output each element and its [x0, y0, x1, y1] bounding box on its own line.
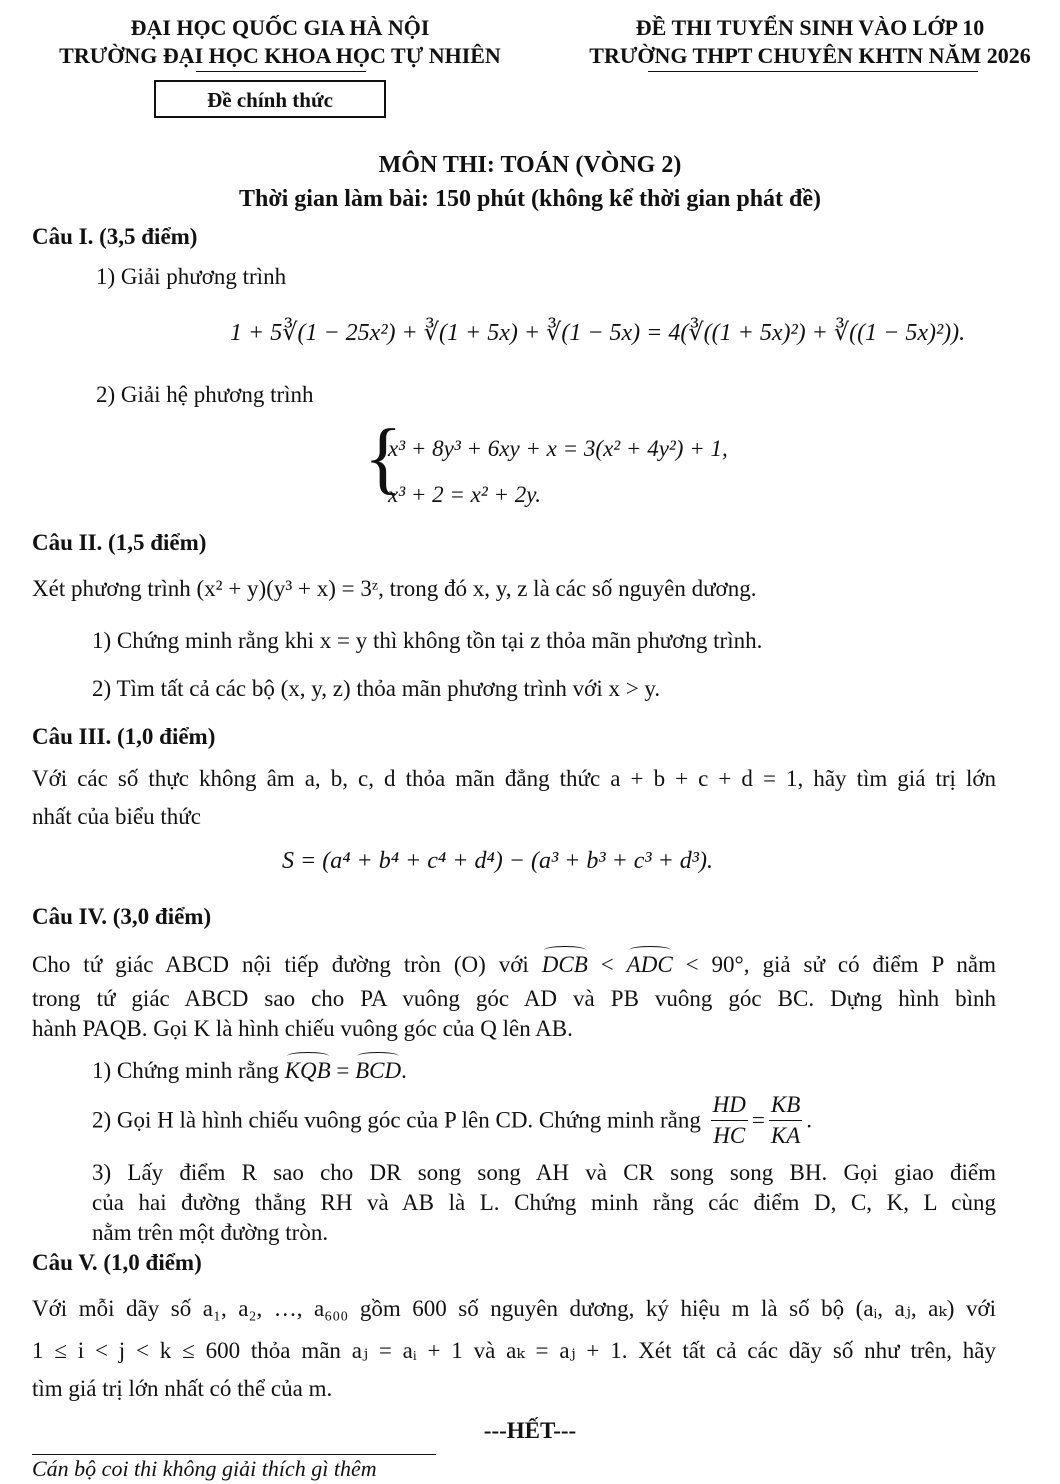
exam-heading: ĐỀ THI TUYỂN SINH VÀO LỚP 10 [635, 15, 985, 40]
q5-line3: tìm giá trị lớn nhất có thể của m. [32, 1376, 333, 1401]
q5-title: Câu V. (1,0 điểm) [32, 1250, 202, 1275]
q1-system-eq2: x³ + 2 = x² + 2y. [388, 482, 541, 507]
q2-part2: 2) Tìm tất cả các bộ (x, y, z) thỏa mãn phương trình với x > y. [92, 676, 661, 701]
q5-line1: Với mỗi dãy số a₁, a₂, …, a₆₀₀ gồm 600 số nguyên dương, ký hiệu m là số bộ (aᵢ, aⱼ, aₖ) với [32, 1296, 996, 1321]
q4-part1-a: 1) Chứng minh rằng [92, 1058, 285, 1083]
q1-equation: 1 + 5∛(1 − 25x²) + ∛(1 + 5x) + ∛(1 − 5x) = 4(∛((1 + 5x)²) + ∛((1 − 5x)²)). [230, 320, 966, 346]
q1-title: Câu I. (3,5 điểm) [32, 224, 198, 249]
fraction-hc: HC [713, 1122, 746, 1148]
end-marker: ---HẾT--- [483, 1418, 577, 1443]
q1-system-eq1: x³ + 8y³ + 6xy + x = 3(x² + 4y²) + 1, [388, 436, 728, 461]
q4-part1-b: . [401, 1058, 407, 1083]
q4-part2-a: 2) Gọi H là hình chiếu vuông góc của P lên CD. Chứng minh rằng [92, 1107, 707, 1133]
q4-line1-a: Cho tứ giác ABCD nội tiếp đường tròn (O) với [32, 952, 542, 977]
school-name: TRƯỜNG THPT CHUYÊN KHTN NĂM 2026 [589, 43, 1031, 68]
footer-note: Cán bộ coi thi không giải thích gì thêm [32, 1456, 377, 1481]
official-label: Đề chính thức [207, 88, 333, 112]
q5-line2: 1 ≤ i < j < k ≤ 600 thỏa mãn aⱼ = aᵢ + 1 và aₖ = aⱼ + 1. Xét tất cả các dãy số như trên, hãy [32, 1338, 996, 1363]
q2-title: Câu II. (1,5 điểm) [32, 530, 207, 555]
fraction-kb-ka [769, 1090, 802, 1151]
q3-line2: nhất của biểu thức [32, 804, 201, 829]
q3-line1: Với các số thực không âm a, b, c, d thỏa mãn đẳng thức a + b + c + d = 1, hãy tìm giá trị lớn [32, 766, 996, 791]
school-underline [648, 71, 978, 72]
fraction-ka: KA [770, 1122, 801, 1148]
fraction-kb: KB [769, 1090, 802, 1121]
fraction-equals: = [751, 1107, 765, 1133]
arc-kqb: KQB [285, 1056, 331, 1086]
university-name: ĐẠI HỌC QUỐC GIA HÀ NỘI [130, 15, 430, 40]
fraction-hd: HD [711, 1090, 748, 1121]
arc-dcb: DCB [542, 950, 588, 980]
system-brace: { [364, 414, 403, 502]
arc-bcd: BCD [355, 1056, 401, 1086]
q4-part3-line3: nằm trên một đường tròn. [92, 1220, 329, 1245]
equals-sign: = [330, 1058, 356, 1083]
exam-subject: MÔN THI: TOÁN (VÒNG 2) [378, 152, 682, 178]
q4-title: Câu IV. (3,0 điểm) [32, 904, 212, 929]
exam-time: Thời gian làm bài: 150 phút (không kể thời gian phát đề) [238, 186, 822, 212]
arc-adc: ADC [627, 950, 673, 980]
q1-part2: 2) Giải hệ phương trình [96, 382, 314, 407]
q4-line1-b: < 90°, giả sử có điểm P nằm [672, 952, 996, 977]
q4-part3-line2: của hai đường thẳng RH và AB là L. Chứng minh rằng các điểm D, C, K, L cùng [92, 1190, 996, 1215]
q4-line3: hành PAQB. Gọi K là hình chiếu vuông góc của Q lên AB. [32, 1016, 573, 1041]
fraction-hd-hc [711, 1090, 748, 1151]
less-than: < [587, 952, 627, 977]
q4-line2: trong tứ giác ABCD sao cho PA vuông góc AD và PB vuông góc BC. Dựng hình bình [32, 986, 996, 1011]
q4-part2-b: . [806, 1107, 812, 1133]
q2-part1: 1) Chứng minh rằng khi x = y thì không tồn tại z thỏa mãn phương trình. [92, 628, 763, 653]
faculty-underline [196, 71, 366, 72]
q3-title: Câu III. (1,0 điểm) [32, 724, 216, 749]
q4-part2 [92, 1090, 812, 1151]
q3-equation: S = (a⁴ + b⁴ + c⁴ + d⁴) − (a³ + b³ + c³ + d³). [282, 848, 713, 874]
q4-line1 [32, 950, 996, 980]
q1-part1: 1) Giải phương trình [96, 264, 287, 289]
faculty-name: TRƯỜNG ĐẠI HỌC KHOA HỌC TỰ NHIÊN [59, 43, 501, 68]
official-box [154, 80, 386, 118]
q4-part1 [92, 1056, 407, 1086]
q4-part3-line1: 3) Lấy điểm R sao cho DR song song AH và CR song song BH. Gọi giao điểm [92, 1160, 996, 1185]
q2-intro: Xét phương trình (x² + y)(y³ + x) = 3ᶻ, trong đó x, y, z là các số nguyên dương. [32, 576, 757, 601]
